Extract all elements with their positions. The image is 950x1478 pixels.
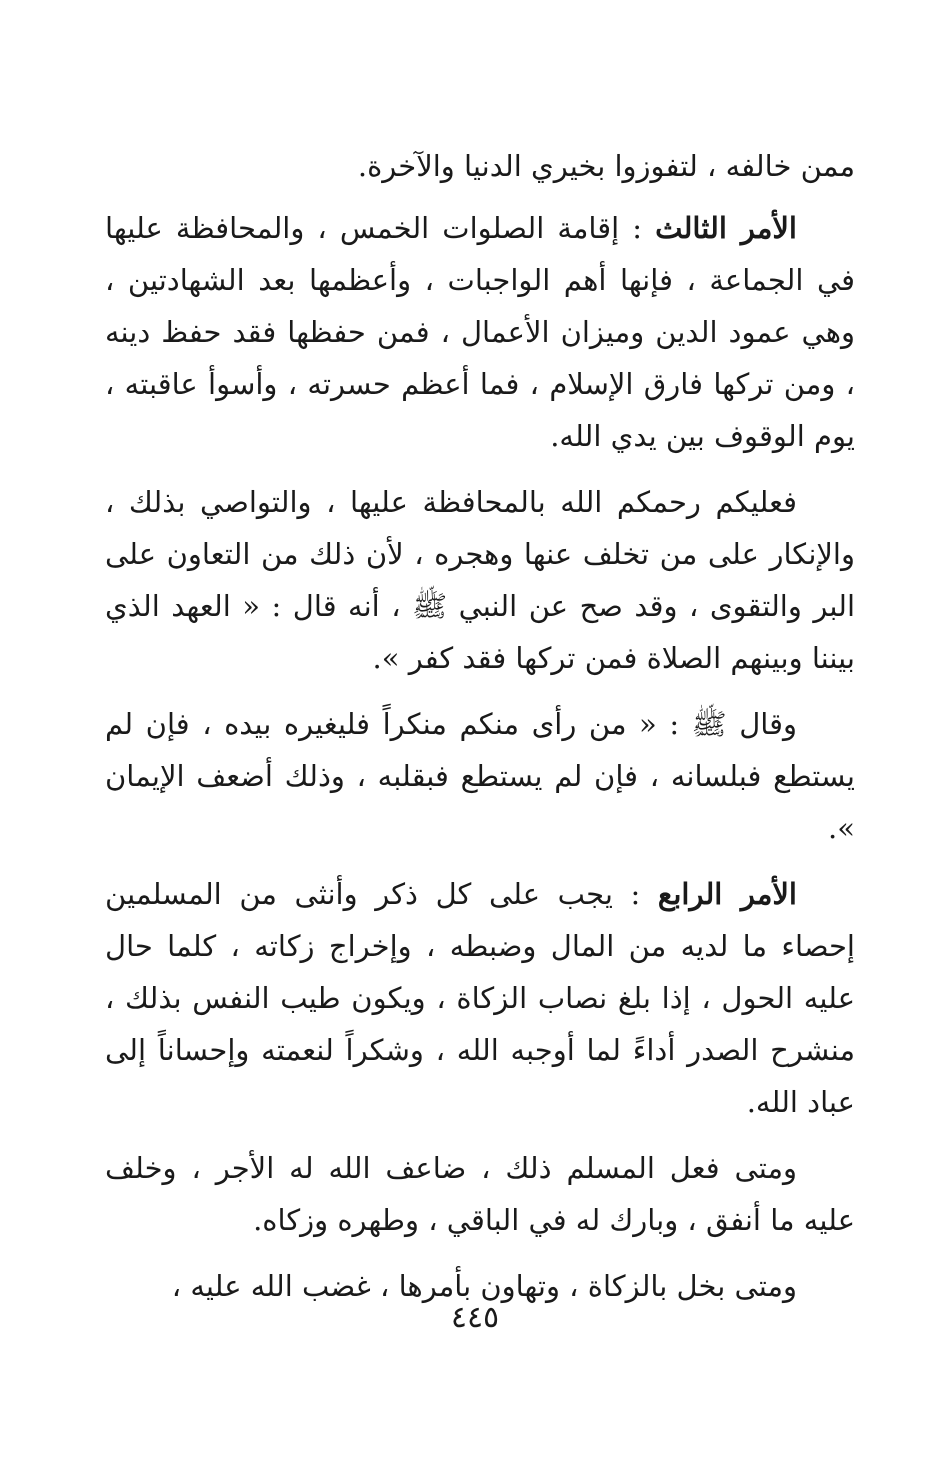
section-heading-fourth: الأمر الرابع <box>657 877 797 911</box>
paragraph-5-body: : يجب على كل ذكر وأنثى من المسلمين إحصاء ما لديه من المال وضبطه ، وإخراج زكاته ، كلما حال عليه الحول ، إذا بلغ نصاب الزكاة ، ويكون طيب النفس بذلك ، منشرح الصدر أداءً لما أوجبه الله ، وشكراً لنعمته وإحساناً إلى عباد الله. <box>105 877 855 1119</box>
paragraph-6: ومتى فعل المسلم ذلك ، ضاعف الله له الأجر ، وخلف عليه ما أنفق ، وبارك له في الباقي ، وطهره وزكاه. <box>105 1151 855 1237</box>
paragraph-2-body: : إقامة الصلوات الخمس ، والمحافظة عليها في الجماعة ، فإنها أهم الواجبات ، وأعظمها بعد الشهادتين ، وهي عمود الدين وميزان الأعمال ، فمن حفظها فقد حفظ دينه ، ومن تركها فارق الإسلام ، فما أعظم حسرته ، وأسوأ عاقبته ، يوم الوقوف بين يدي الله. <box>105 211 855 453</box>
paragraph-4: وقال ﷺ : « من رأى منكم منكراً فليغيره بيده ، فإن لم يستطع فبلسانه ، فإن لم يستطع فبقلبه ، وذلك أضعف الإيمان ». <box>105 707 855 845</box>
page-number: ٤٤٥ <box>450 1300 500 1335</box>
section-heading-third: الأمر الثالث <box>655 211 797 245</box>
paragraph-7: ومتى بخل بالزكاة ، وتهاون بأمرها ، غضب الله عليه ، <box>171 1269 797 1303</box>
page-body <box>105 140 855 1312</box>
paragraph-3: فعليكم رحمكم الله بالمحافظة عليها ، والتواصي بذلك ، والإنكار على من تخلف عنها وهجره ، لأن ذلك من التعاون على البر والتقوى ، وقد صح عن النبي ﷺ ، أنه قال : « العهد الذي بيننا وبينهم الصلاة فمن تركها فقد كفر ». <box>105 485 855 675</box>
paragraph-5 <box>105 868 855 1128</box>
paragraph-1: ممن خالفه ، لتفوزوا بخيري الدنيا والآخرة. <box>357 149 855 183</box>
paragraph-2 <box>105 202 855 462</box>
